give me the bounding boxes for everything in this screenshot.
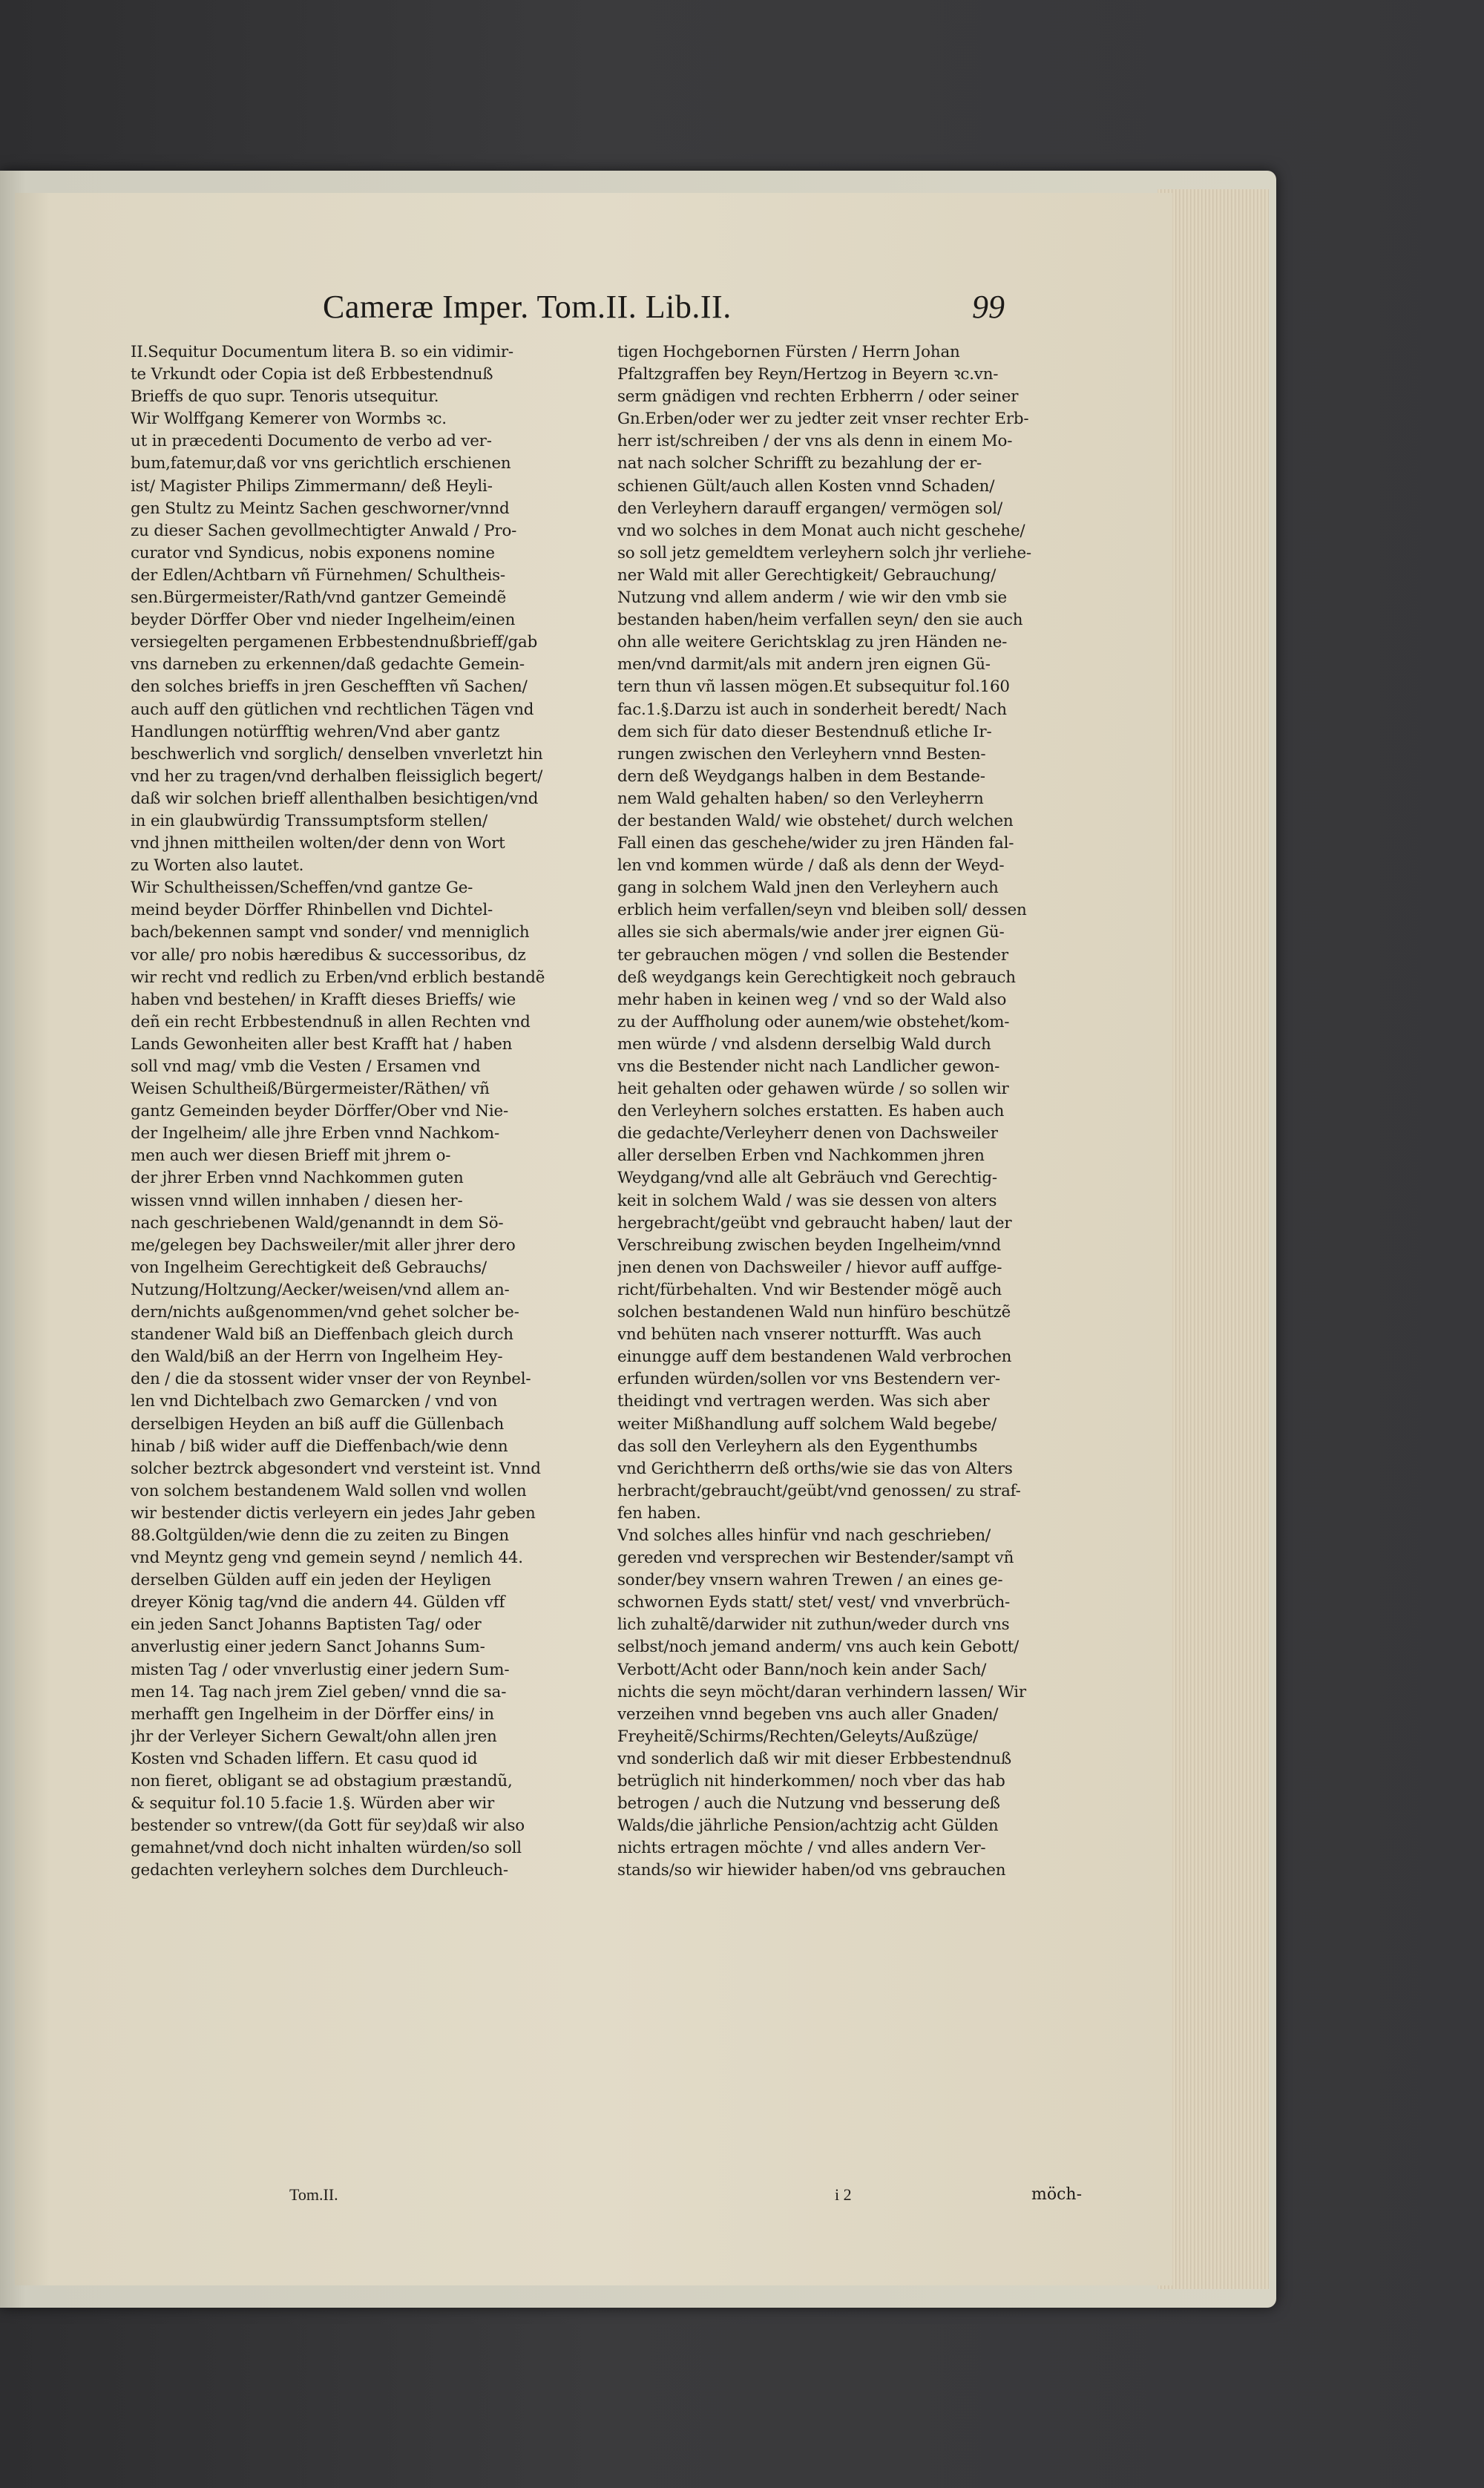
text-line: der jhrer Erben vnnd Nachkommen guten [131,1169,464,1188]
page-number: 99 [972,289,1005,325]
text-line: solcher beztrck abgesondert vnd versteint ist. Vnnd [131,1459,541,1478]
text-line: den Wald/biß an der Herrn von Ingelheim Hey- [131,1348,503,1367]
text-line: nat nach solcher Schrifft zu bezahlung der er- [617,454,982,473]
text-line: betrüglich nit hinderkommen/ noch vber das hab [617,1772,1005,1790]
quire-mark: i 2 [835,2185,852,2204]
text-line: daß wir solchen brieff allenthalben besichtigen/vnd [131,789,539,808]
text-line: ohn alle weitere Gerichtsklag zu jren Händen ne- [617,633,1008,652]
text-line: 88.Goltgülden/wie denn die zu zeiten zu Bingen [131,1526,509,1545]
text-line: den Verleyhern darauff ergangen/ vermögen sol/ [617,499,1002,518]
text-line: gen Stultz zu Meintz Sachen geschworner/vnnd [131,499,510,518]
text-line: derselben Gülden auff ein jeden der Heyligen [131,1571,491,1590]
text-line: deß weydgangs kein Gerechtigkeit noch gebrauch [617,968,1016,987]
text-line: aller derselben Erben vnd Nachkommen jhren [617,1146,985,1166]
text-line: heit gehalten oder gehawen würde / so sollen wir [617,1080,1009,1099]
page-header [15,288,1172,340]
text-line: weiter Mißhandlung auff solchem Wald begebe/ [617,1414,997,1434]
text-line: vor alle/ pro nobis hæredibus & successoribus, dz [131,945,526,965]
text-line: haben vnd bestehen/ in Krafft dieses Brieffs/ wie [131,990,516,1009]
right-column [617,341,1100,1882]
text-line: vns darneben zu erkennen/daß gedachte Gemein- [131,655,525,674]
text-line: ist/ Magister Philips Zimmermann/ deß Heyli- [131,476,493,496]
text-line: einungge auff dem bestandenen Wald verbrochen [617,1348,1012,1367]
text-line: lich zuhaltẽ/darwider nit zuthun/weder durch vns [617,1615,1010,1635]
text-line: sen.Bürgermeister/Rath/vnd gantzer Gemeindẽ [131,588,507,608]
book-page [15,193,1172,2285]
text-line: vnd sonderlich daß wir mit dieser Erbbestendnuß [617,1749,1011,1768]
text-line: jnen denen von Dachsweiler / hievor auff auffge- [617,1258,1002,1277]
text-line: bestender so vntrew/(da Gott für sey)daß wir also [131,1816,525,1836]
text-line: anverlustig einer jedern Sanct Johanns Sum- [131,1638,485,1657]
text-line: tigen Hochgebornen Fürsten / Herrn Johan [617,343,960,361]
text-line: beyder Dörffer Ober vnd nieder Ingelheim/einen [131,611,516,630]
text-line: zu dieser Sachen gevollmechtigter Anwald / Pro- [131,521,517,540]
text-line: jhr der Verleyer Sichern Gewalt/ohn allen jren [131,1727,497,1746]
text-line: meind beyder Dörffer Rhinbellen vnd Dichtel- [131,901,493,920]
text-line: theidingt vnd vertragen werden. Was sich aber [617,1392,990,1411]
text-line: & sequitur fol.10 5.facie 1.§. Würden aber wir [131,1794,495,1814]
text-line: tern thun vñ lassen mögen.Et subsequitur fol.160 [617,677,1010,697]
text-line: zu Worten also lautet. [131,856,304,876]
text-line: serm gnädigen vnd rechten Erbherrn / oder seiner [617,387,1019,407]
text-line: vns die Bestender nicht nach Landlicher gewon- [617,1057,1000,1076]
text-line: stands/so wir hiewider haben/od vns gebrauchen [617,1861,1006,1880]
text-line: hergebracht/geübt vnd gebraucht haben/ laut der [617,1213,1012,1232]
text-line: Walds/die jährliche Pension/achtzig acht Gülden [617,1816,999,1836]
text-line: soll vnd mag/ vmb die Vesten / Ersamen vnd [131,1057,481,1076]
text-line: Wir Wolffgang Kemerer von Wormbs ꝛc. [131,410,447,429]
text-line: me/gelegen bey Dachsweiler/mit aller jhrer dero [131,1235,516,1255]
text-line: standener Wald biß an Dieffenbach gleich durch [131,1325,513,1345]
text-line: vnd wo solches in dem Monat auch nicht geschehe/ [617,521,1025,540]
text-line: erblich heim verfallen/seyn vnd bleiben soll/ dessen [617,901,1027,920]
text-line: herbracht/gebraucht/geübt/vnd genossen/ zu straf- [617,1481,1021,1500]
text-line: richt/fürbehalten. Vnd wir Bestender mögẽ auch [617,1280,1002,1299]
text-line: gemahnet/vnd doch nicht inhalten würden/so soll [131,1839,522,1858]
text-line: ein jeden Sanct Johanns Baptisten Tag/ oder [131,1615,482,1635]
text-line: solchen bestandenen Wald nun hinfüro beschützẽ [617,1303,1011,1322]
text-line: len vnd Dichtelbach zwo Gemarcken / vnd von [131,1392,498,1411]
text-line: gantz Gemeinden beyder Dörffer/Ober vnd Nie- [131,1102,509,1121]
text-line: wissen vnnd willen innhaben / diesen her- [131,1191,463,1210]
text-line: Nutzung/Holtzung/Aecker/weisen/vnd allem an- [131,1280,510,1299]
text-line: sonder/bey vnsern wahren Trewen / an eines ge- [617,1571,1003,1590]
text-line: zu der Auffholung oder aunem/wie obstehet/kom- [617,1012,1010,1031]
text-line: vnd her zu tragen/vnd derhalben fleissiglich begert/ [131,767,543,786]
text-line: rungen zwischen den Verleyhern vnnd Besten- [617,744,986,764]
text-line: ner Wald mit aller Gerechtigkeit/ Gebrauchung/ [617,565,997,585]
text-line: nach geschriebenen Wald/genanndt in dem Sö- [131,1213,504,1232]
text-line: men/vnd darmit/als mit andern jren eignen Gü- [617,655,991,674]
text-line: gereden vnd versprechen wir Bestender/sampt vñ [617,1549,1014,1568]
text-line: schwornen Eyds statt/ stet/ vest/ vnd vnverbrüch- [617,1593,1011,1612]
text-line: Gn.Erben/oder wer zu jedter zeit vnser rechter Erb- [617,410,1029,429]
text-line: misten Tag / oder vnverlustig einer jedern Sum- [131,1660,510,1679]
text-line: fen haben. [617,1503,701,1523]
text-line: II.Sequitur Documentum litera B. so ein vidimir- [131,343,513,361]
text-line: deñ ein recht Erbbestendnuß in allen Rechten vnd [131,1012,531,1031]
text-line: gedachten verleyhern solches dem Durchleuch- [131,1861,508,1880]
text-line: schienen Gült/auch allen Kosten vnnd Schaden/ [617,476,995,496]
text-line: selbst/noch jemand anderm/ vns auch kein Gebott/ [617,1638,1020,1657]
text-line: bach/bekennen sampt vnd sonder/ vnd menniglich [131,923,530,942]
text-line: non fieret, obligant se ad obstagium præstandũ, [131,1772,513,1790]
text-line: keit in solchem Wald / was sie dessen von alters [617,1191,997,1210]
text-line: hinab / biß wider auff die Dieffenbach/wie denn [131,1437,508,1456]
text-line: von Ingelheim Gerechtigkeit deß Gebrauchs/ [131,1258,487,1277]
text-line: Nutzung vnd allem anderm / wie wir den vmb sie [617,588,1007,608]
text-line: te Vrkundt oder Copia ist deß Erbbestendnuß [131,365,493,384]
text-line: vnd jhnen mittheilen wolten/der denn von Wort [131,834,505,853]
text-line: auch auff den gütlichen vnd rechtlichen Tägen vnd [131,700,534,719]
text-line: derselbigen Heyden an biß auff die Güllenbach [131,1414,505,1434]
text-line: betrogen / auch die Nutzung vnd besserung deß [617,1794,1000,1814]
text-line: in ein glaubwürdig Transsumptsform stellen/ [131,811,487,830]
text-line: curator vnd Syndicus, nobis exponens nomine [131,543,495,562]
text-line: den solches brieffs in jren Geschefften vñ Sachen/ [131,677,528,697]
text-line: Vnd solches alles hinfür vnd nach geschrieben/ [617,1526,991,1545]
volume-signature: Tom.II. [289,2185,338,2204]
text-line: so soll jetz gemeldtem verleyhern solch jhr verliehe- [617,543,1031,562]
text-line: der bestanden Wald/ wie obstehet/ durch welchen [617,811,1014,830]
text-line: Lands Gewonheiten aller best Krafft hat / haben [131,1034,513,1054]
text-line: gang in solchem Wald jnen den Verleyhern auch [617,879,999,898]
text-line: mehr haben in keinen weg / vnd so der Wald also [617,990,1007,1009]
text-line: den / die da stossent wider vnser der von Reynbel- [131,1370,531,1389]
text-line: alles sie sich abermals/wie ander jrer eignen Gü- [617,923,1005,942]
text-line: der Ingelheim/ alle jhre Erben vnnd Nachkom- [131,1124,500,1143]
text-line: men würde / vnd alsdenn derselbig Wald durch [617,1034,991,1054]
text-line: fac.1.§.Darzu ist auch in sonderheit beredt/ Nach [617,700,1007,719]
text-line: wir bestender dictis verleyern ein jedes Jahr geben [131,1503,536,1523]
text-line: nem Wald gehalten haben/ so den Verleyherrn [617,789,984,808]
text-line: men auch wer diesen Brieff mit jhrem o- [131,1146,451,1166]
text-line: dreyer König tag/vnd die andern 44. Gülden vff [131,1593,505,1612]
text-line: Verschreibung zwischen beyden Ingelheim/vnnd [617,1235,1002,1255]
catchword: möch- [1031,2185,1083,2204]
text-line: den Verleyhern solches erstatten. Es haben auch [617,1102,1005,1121]
text-line: versiegelten pergamenen Erbbestendnußbrieff/gab [131,633,538,652]
text-line: Weydgang/vnd alle alt Gebräuch vnd Gerechtig- [617,1169,997,1188]
left-column [131,341,583,1882]
text-line: bum,fatemur,daß vor vns gerichtlich erschienen [131,454,511,473]
text-line: len vnd kommen würde / daß als denn der Weyd- [617,856,1005,876]
page-footer [15,2185,1172,2215]
text-line: ut in præcedenti Documento de verbo ad ver- [131,432,492,451]
text-line: dern deß Weydgangs halben in dem Bestande- [617,767,985,786]
text-line: Freyheitẽ/Schirms/Rechten/Geleyts/Außzüge/ [617,1727,979,1746]
text-line: vnd Gerichtherrn deß orths/wie sie das von Alters [617,1459,1013,1478]
text-line: beschwerlich vnd sorglich/ denselben vnverletzt hin [131,744,543,764]
text-line: vnd behüten nach vnserer notturfft. Was auch [617,1325,982,1345]
text-line: Brieffs de quo supr. Tenoris utsequitur. [131,387,439,407]
text-line: erfunden würden/sollen vor vns Bestendern ver- [617,1370,1000,1389]
running-head: Cameræ Imper. Tom.II. Lib.II. [323,289,732,325]
text-line: Handlungen notürfftig wehren/Vnd aber gantz [131,722,500,741]
text-line: der Edlen/Achtbarn vñ Fürnehmen/ Schultheis- [131,565,505,585]
text-line: herr ist/schreiben / der vns als denn in einem Mo- [617,432,1013,451]
text-line: merhafft gen Ingelheim in der Dörffer eins/ in [131,1704,494,1724]
text-line: Kosten vnd Schaden liffern. Et casu quod id [131,1749,478,1768]
text-line: Pfaltzgraffen bey Reyn/Hertzog in Beyern ꝛc.vn- [617,365,999,384]
text-line: dern/nichts außgenommen/vnd gehet solcher be- [131,1303,519,1322]
text-line: men 14. Tag nach jrem Ziel geben/ vnnd die sa- [131,1682,507,1701]
text-line: ter gebrauchen mögen / vnd sollen die Bestender [617,945,1008,965]
text-line: vnd Meyntz geng vnd gemein seynd / nemlich 44. [131,1549,523,1568]
page-edges [1158,189,1269,2289]
text-line: dem sich für dato dieser Bestendnuß etliche Ir- [617,722,992,741]
text-line: nichts die seyn möcht/daran verhindern lassen/ Wir [617,1682,1026,1701]
text-line: Weisen Schultheiß/Bürgermeister/Räthen/ vñ [131,1080,490,1099]
text-line: von solchem bestandenem Wald sollen vnd wollen [131,1481,527,1500]
text-line: Verbott/Acht oder Bann/noch kein ander Sach/ [617,1660,987,1679]
text-line: bestanden haben/heim verfallen seyn/ den sie auch [617,611,1023,630]
text-line: wir recht vnd redlich zu Erben/vnd erblich bestandẽ [131,968,545,987]
text-line: das soll den Verleyhern als den Eygenthumbs [617,1437,978,1456]
text-line: verzeihen vnnd begeben vns auch aller Gnaden/ [617,1704,999,1724]
text-line: Wir Schultheissen/Scheffen/vnd gantze Ge- [131,879,473,898]
text-line: nichts ertragen möchte / vnd alles andern Ver- [617,1839,986,1858]
text-line: Fall einen das geschehe/wider zu jren Händen fal- [617,834,1014,853]
text-line: die gedachte/Verleyherr denen von Dachsweiler [617,1124,998,1143]
